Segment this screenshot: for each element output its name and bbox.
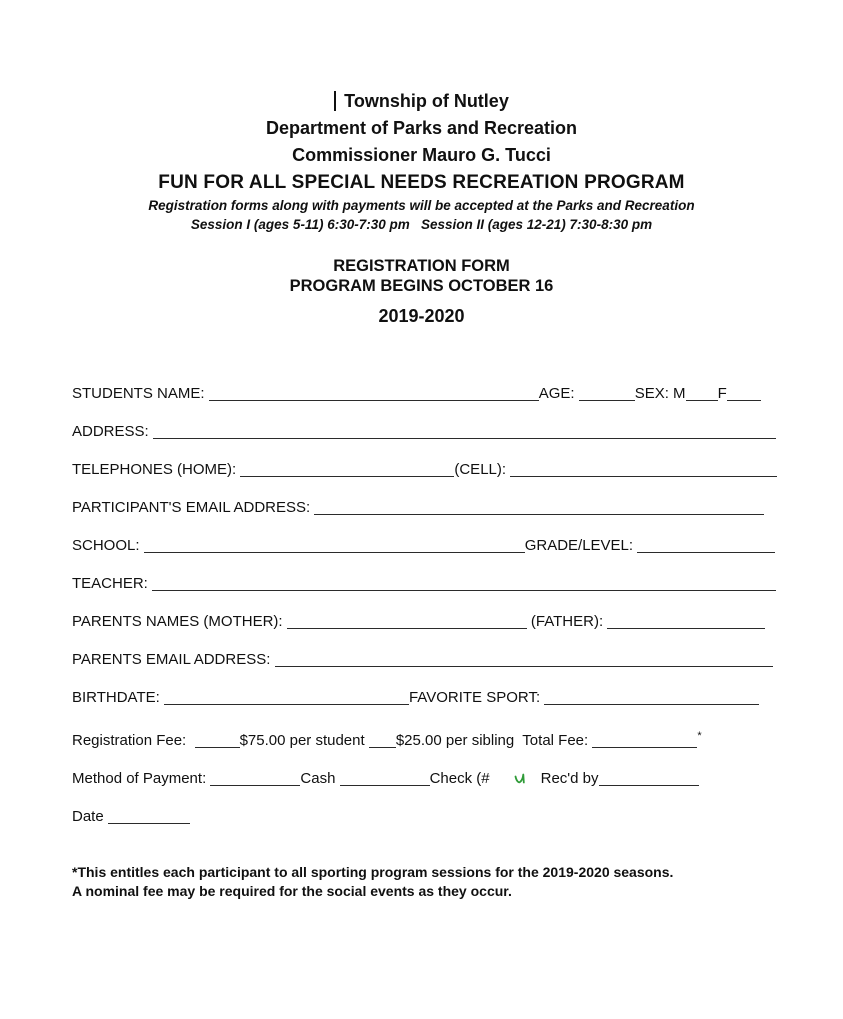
field-label: Check (# (429, 770, 490, 787)
green-check-mark-icon (514, 771, 529, 786)
registration-form-title: REGISTRATION FORM (333, 257, 510, 275)
blank-line[interactable] (164, 703, 409, 705)
township-title: Township of Nutley (344, 91, 509, 111)
field-label: PARENTS EMAIL ADDRESS: (72, 651, 275, 668)
field-label: F (717, 385, 727, 402)
registration-note: Registration forms along with payments will be accepted at the Parks and Recreation (148, 198, 695, 213)
session-times-note: Session I (ages 5-11) 6:30-7:30 pm Session II (ages 12-21) 7:30-8:30 pm (190, 217, 653, 232)
field-row-telephones (72, 461, 843, 479)
form-fields-section (0, 385, 843, 826)
blank-line[interactable] (152, 589, 776, 591)
field-label: Rec'd by (540, 770, 599, 787)
field-label: (CELL): (454, 461, 511, 478)
field-label: STUDENTS NAME: (72, 385, 209, 402)
field-label: (FATHER): (526, 613, 608, 630)
field-label: GRADE/LEVEL: (524, 537, 638, 554)
blank-line[interactable] (544, 703, 759, 705)
field-row-date (72, 808, 843, 826)
field-row-participant-email (72, 499, 843, 517)
field-label: SCHOOL: (72, 537, 144, 554)
department-line: Department of Parks and Recreation (265, 118, 578, 138)
field-label: Method of Payment: (72, 770, 211, 787)
blank-line[interactable] (153, 437, 776, 439)
field-row-registration-fee (72, 727, 843, 750)
blank-line[interactable] (599, 784, 699, 786)
field-row-address (72, 423, 843, 441)
blank-line[interactable] (275, 665, 773, 667)
footnote-line-1: *This entitles each participant to all sporting program sessions for the 2019-2020 seasons. (72, 864, 674, 880)
field-row-parents-names (72, 613, 843, 631)
field-label: Cash (300, 770, 340, 787)
field-row-teacher (72, 575, 843, 593)
blank-line[interactable] (195, 746, 240, 748)
blank-line[interactable] (510, 475, 777, 477)
field-label: BIRTHDATE: (72, 689, 164, 706)
blank-line[interactable] (607, 627, 765, 629)
text-cursor-bar (334, 91, 336, 111)
blank-line[interactable] (592, 746, 697, 748)
footnote-asterisk: * (697, 730, 702, 742)
blank-line[interactable] (287, 627, 527, 629)
field-label: $25.00 per sibling Total Fee: (395, 732, 593, 749)
season-years: 2019-2020 (378, 306, 465, 326)
field-row-parents-email (72, 651, 843, 669)
field-label: ADDRESS: (72, 423, 153, 440)
blank-line[interactable] (240, 475, 454, 477)
field-label: Date (72, 808, 108, 825)
footnote-line-2: A nominal fee may be required for the social events as they occur. (72, 883, 512, 899)
footnote-section (0, 863, 843, 901)
blank-line[interactable] (579, 399, 635, 401)
blank-line[interactable] (108, 822, 190, 824)
blank-line[interactable] (727, 399, 761, 401)
blank-line[interactable] (144, 551, 525, 553)
field-row-students-name (72, 385, 843, 403)
field-label: PARENTS NAMES (MOTHER): (72, 613, 287, 630)
blank-line[interactable] (686, 399, 718, 401)
township-title-line (0, 88, 843, 115)
field-label: Registration Fee: (72, 732, 195, 749)
field-label: AGE: (538, 385, 579, 402)
field-label: TEACHER: (72, 575, 153, 592)
field-row-school (72, 537, 843, 555)
field-label: $75.00 per student (239, 732, 369, 749)
field-label: TELEPHONES (HOME): (72, 461, 241, 478)
commissioner-line: Commissioner Mauro G. Tucci (292, 145, 551, 165)
field-label: SEX: M (634, 385, 686, 402)
blank-line[interactable] (637, 551, 775, 553)
blank-line[interactable] (314, 513, 764, 515)
blank-line[interactable] (210, 784, 300, 786)
field-row-birthdate-sport (72, 689, 843, 707)
blank-line[interactable] (340, 784, 430, 786)
field-row-method-of-payment (72, 770, 843, 788)
program-begins-line: PROGRAM BEGINS OCTOBER 16 (289, 277, 554, 295)
blank-line[interactable] (209, 399, 539, 401)
form-subheader (0, 256, 843, 327)
field-label: PARTICIPANT'S EMAIL ADDRESS: (72, 499, 315, 516)
field-label: FAVORITE SPORT: (408, 689, 545, 706)
program-title: FUN FOR ALL SPECIAL NEEDS RECREATION PROGRAM (158, 172, 685, 193)
blank-line[interactable] (369, 746, 396, 748)
document-header (0, 0, 843, 234)
